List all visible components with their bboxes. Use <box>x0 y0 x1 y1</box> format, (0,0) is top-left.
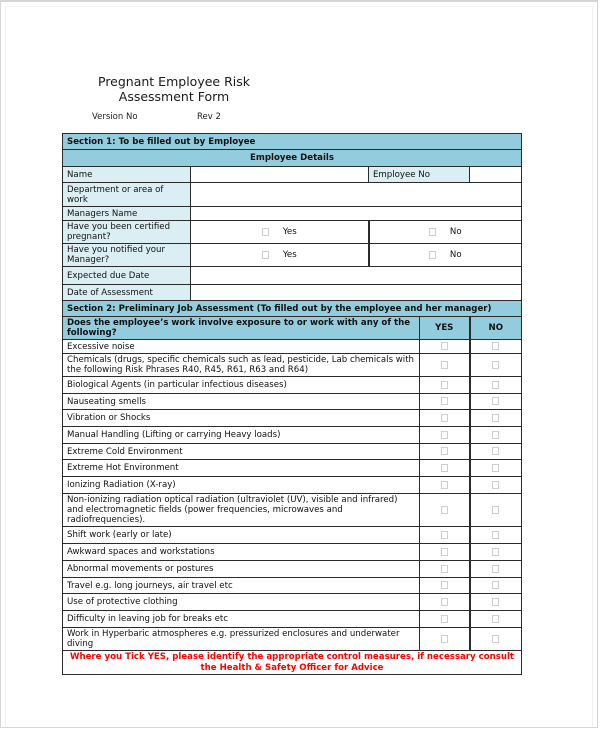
checkbox-icon[interactable] <box>441 431 448 439</box>
checkbox-icon[interactable] <box>492 414 499 422</box>
certified-pregnant-row <box>63 221 522 244</box>
checkbox-icon[interactable] <box>441 342 448 350</box>
checkbox-icon[interactable] <box>441 506 448 514</box>
managers-name-field[interactable] <box>191 207 522 221</box>
checkbox-icon[interactable] <box>492 531 499 539</box>
employee-no-field[interactable] <box>470 167 522 183</box>
hazard-no-cell[interactable] <box>470 444 522 460</box>
expected-due-date-field[interactable] <box>191 267 522 285</box>
hazard-label: Vibration or Shocks <box>63 410 420 427</box>
no-option-label: No <box>449 249 462 260</box>
checkbox-icon[interactable] <box>492 464 499 472</box>
no-option-label: No <box>449 226 462 237</box>
checkbox-icon[interactable] <box>492 447 499 455</box>
hazard-no-cell[interactable] <box>470 527 522 544</box>
certified-pregnant-no-option[interactable] <box>369 221 522 244</box>
managers-name-row <box>63 207 522 221</box>
date-of-assessment-row <box>63 285 522 301</box>
checkbox-icon[interactable] <box>492 548 499 556</box>
hazard-label: Awkward spaces and workstations <box>63 544 420 561</box>
hazard-row <box>63 561 522 578</box>
checkbox-icon[interactable] <box>492 397 499 405</box>
hazard-no-cell[interactable] <box>470 628 522 651</box>
checkbox-icon[interactable] <box>441 598 448 606</box>
hazard-yes-cell[interactable] <box>420 477 470 494</box>
hazard-no-cell[interactable] <box>470 394 522 410</box>
checkbox-icon[interactable] <box>492 342 499 350</box>
checkbox-icon[interactable] <box>441 615 448 623</box>
hazard-no-cell[interactable] <box>470 340 522 354</box>
employee-details-header: Employee Details <box>63 150 522 167</box>
notified-manager-row <box>63 244 522 267</box>
hazard-row <box>63 410 522 427</box>
hazard-label: Nauseating smells <box>63 394 420 410</box>
hazard-yes-cell[interactable] <box>420 377 470 394</box>
checkbox-icon[interactable] <box>441 635 448 643</box>
yes-option-label: Yes <box>282 249 297 260</box>
employee-no-label: Employee No <box>369 167 470 183</box>
hazard-row <box>63 544 522 561</box>
hazard-label: Biological Agents (in particular infectious diseases) <box>63 377 420 394</box>
date-of-assessment-field[interactable] <box>191 285 522 301</box>
checkbox-icon[interactable] <box>441 548 448 556</box>
hazard-yes-cell[interactable] <box>420 594 470 611</box>
hazard-yes-cell[interactable] <box>420 410 470 427</box>
checkbox-icon[interactable] <box>492 635 499 643</box>
hazard-row <box>63 460 522 477</box>
hazard-label: Excessive noise <box>63 340 420 354</box>
name-row <box>63 167 522 183</box>
exposure-question: Does the employee’s work involve exposure to or work with any of the following? <box>63 317 420 340</box>
hazard-row <box>63 628 522 651</box>
hazard-row <box>63 611 522 628</box>
hazard-row <box>63 527 522 544</box>
hazard-yes-cell[interactable] <box>420 544 470 561</box>
checkbox-icon[interactable] <box>429 228 436 236</box>
checkbox-icon[interactable] <box>441 481 448 489</box>
hazard-yes-cell[interactable] <box>420 494 470 527</box>
hazard-no-cell[interactable] <box>470 611 522 628</box>
hazard-label: Non-ionizing radiation optical radiation (ultraviolet (UV), visible and infrared) and electromagnetic fields (power frequencies, microwaves and radiofrequencies). <box>63 494 420 527</box>
hazard-yes-cell[interactable] <box>420 444 470 460</box>
hazard-no-cell[interactable] <box>470 377 522 394</box>
hazard-label: Extreme Hot Environment <box>63 460 420 477</box>
hazard-row <box>63 377 522 394</box>
certified-pregnant-label: Have you been certified pregnant? <box>63 221 191 244</box>
checkbox-icon[interactable] <box>441 397 448 405</box>
section1-header-row <box>63 134 522 150</box>
hazard-label: Work in Hyperbaric atmospheres e.g. pressurized enclosures and underwater diving <box>63 628 420 651</box>
hazard-label: Chemicals (drugs, specific chemicals such as lead, pesticide, Lab chemicals with the following Risk Phrases R40, R45, R61, R63 and R64) <box>63 354 420 377</box>
managers-name-label: Managers Name <box>63 207 191 221</box>
checkbox-icon[interactable] <box>441 464 448 472</box>
hazard-yes-cell[interactable] <box>420 527 470 544</box>
checkbox-icon[interactable] <box>441 581 448 589</box>
hazard-no-cell[interactable] <box>470 561 522 578</box>
hazard-row <box>63 394 522 410</box>
checkbox-icon[interactable] <box>492 481 499 489</box>
version-label: Version No <box>92 112 138 122</box>
hazard-row <box>63 427 522 444</box>
document-title <box>84 74 264 104</box>
question-header-row <box>63 317 522 340</box>
hazard-yes-cell[interactable] <box>420 561 470 578</box>
checkbox-icon[interactable] <box>441 565 448 573</box>
checkbox-icon[interactable] <box>492 581 499 589</box>
hazard-label: Extreme Cold Environment <box>63 444 420 460</box>
hazard-no-cell[interactable] <box>470 477 522 494</box>
hazard-no-cell[interactable] <box>470 578 522 594</box>
hazard-label: Ionizing Radiation (X-ray) <box>63 477 420 494</box>
checkbox-icon[interactable] <box>441 414 448 422</box>
name-label: Name <box>63 167 191 183</box>
hazard-no-cell[interactable] <box>470 544 522 561</box>
hazard-yes-cell[interactable] <box>420 340 470 354</box>
hazard-yes-cell[interactable] <box>420 628 470 651</box>
yes-column-header: YES <box>420 317 470 340</box>
hazard-label: Difficulty in leaving job for breaks etc <box>63 611 420 628</box>
checkbox-icon[interactable] <box>262 228 269 236</box>
employee-details-row <box>63 150 522 167</box>
checkbox-icon[interactable] <box>492 361 499 369</box>
section2-header-row <box>63 301 522 317</box>
checkbox-icon[interactable] <box>492 615 499 623</box>
hazard-no-cell[interactable] <box>470 427 522 444</box>
hazard-row <box>63 477 522 494</box>
hazard-label: Manual Handling (Lifting or carrying Heavy loads) <box>63 427 420 444</box>
hazard-yes-cell[interactable] <box>420 578 470 594</box>
checkbox-icon[interactable] <box>492 431 499 439</box>
checkbox-icon[interactable] <box>262 251 269 259</box>
hazard-no-cell[interactable] <box>470 410 522 427</box>
hazard-no-cell[interactable] <box>470 354 522 377</box>
notified-manager-no-option[interactable] <box>369 244 522 267</box>
checkbox-icon[interactable] <box>441 531 448 539</box>
checkbox-icon[interactable] <box>492 381 499 389</box>
checkbox-icon[interactable] <box>492 598 499 606</box>
hazard-label: Shift work (early or late) <box>63 527 420 544</box>
hazard-yes-cell[interactable] <box>420 427 470 444</box>
hazard-row <box>63 594 522 611</box>
checkbox-icon[interactable] <box>441 447 448 455</box>
hazard-yes-cell[interactable] <box>420 611 470 628</box>
control-measures-warning: Where you Tick YES, please identify the appropriate control measures, if necessary consult the Health & Safety Officer for Advice <box>63 651 522 675</box>
hazard-row <box>63 354 522 377</box>
hazard-no-cell[interactable] <box>470 594 522 611</box>
title-line-2: Assessment Form <box>118 89 230 104</box>
hazard-label: Travel e.g. long journeys, air travel etc <box>63 578 420 594</box>
hazard-label: Abnormal movements or postures <box>63 561 420 578</box>
hazard-yes-cell[interactable] <box>420 394 470 410</box>
no-column-header: NO <box>470 317 522 340</box>
department-row <box>63 183 522 207</box>
hazard-yes-cell[interactable] <box>420 354 470 377</box>
title-line-1: Pregnant Employee Risk <box>98 74 250 89</box>
hazard-no-cell[interactable] <box>470 494 522 527</box>
expected-due-date-row <box>63 267 522 285</box>
hazard-row <box>63 494 522 527</box>
expected-due-date-label: Expected due Date <box>63 267 191 285</box>
assessment-form-table <box>62 133 522 675</box>
hazard-label: Use of protective clothing <box>63 594 420 611</box>
checkbox-icon[interactable] <box>492 506 499 514</box>
department-field[interactable] <box>191 183 522 207</box>
hazard-yes-cell[interactable] <box>420 460 470 477</box>
hazard-row <box>63 444 522 460</box>
certified-pregnant-yes-option[interactable] <box>191 221 369 244</box>
notified-manager-label: Have you notified your Manager? <box>63 244 191 267</box>
yes-option-label: Yes <box>282 226 297 237</box>
notified-manager-yes-option[interactable] <box>191 244 369 267</box>
footer-note-row <box>63 651 522 675</box>
hazard-row <box>63 578 522 594</box>
checkbox-icon[interactable] <box>441 361 448 369</box>
name-field[interactable] <box>191 167 369 183</box>
checkbox-icon[interactable] <box>492 565 499 573</box>
version-value: Rev 2 <box>197 112 221 122</box>
hazard-row <box>63 340 522 354</box>
date-of-assessment-label: Date of Assessment <box>63 285 191 301</box>
department-label: Department or area of work <box>63 183 191 207</box>
checkbox-icon[interactable] <box>429 251 436 259</box>
section2-header: Section 2: Preliminary Job Assessment (To filled out by the employee and her manager) <box>63 301 522 317</box>
checkbox-icon[interactable] <box>441 381 448 389</box>
section1-header: Section 1: To be filled out by Employee <box>63 134 522 150</box>
hazard-no-cell[interactable] <box>470 460 522 477</box>
